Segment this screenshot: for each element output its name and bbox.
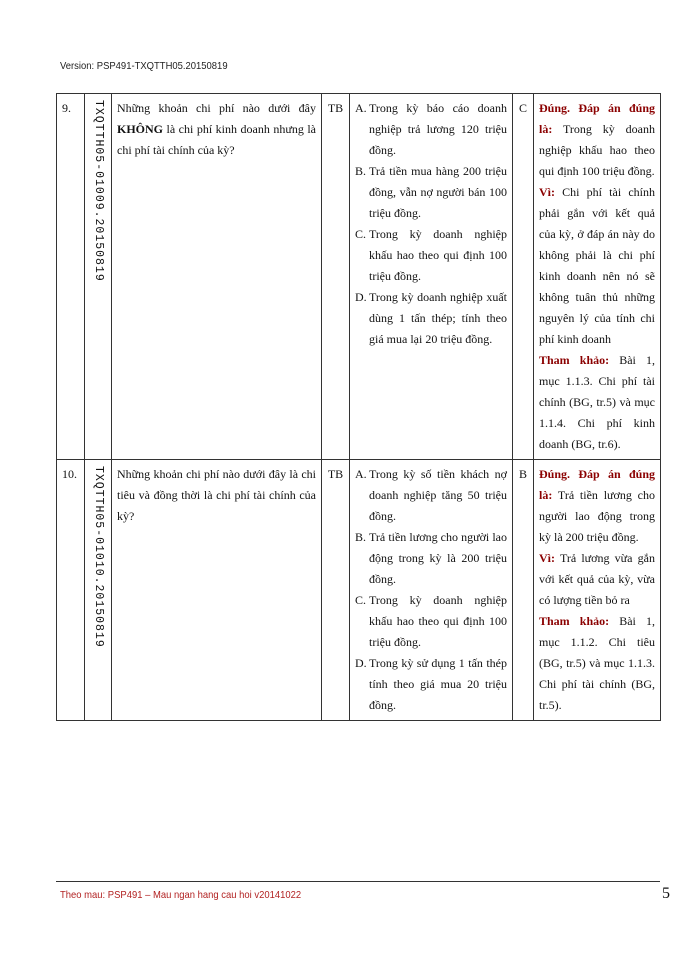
explanation-reason (539, 548, 655, 611)
reference-label: Tham khảo: (539, 353, 610, 367)
question-row (57, 94, 661, 460)
question-code: TXQTTH05-01009.20150819 (92, 100, 105, 282)
reason-label: Vì: (539, 551, 555, 565)
reason-label: Vì: (539, 185, 555, 199)
stem-emphasis: KHÔNG (117, 122, 164, 136)
option-letter: D. (355, 656, 367, 670)
option-text: Trong kỳ doanh nghiệp xuất dùng 1 tấn thép; tính theo giá mua lại 20 triệu đồng. (369, 290, 507, 346)
option-text: Trong kỳ sử dụng 1 tấn thép tính theo giá mua 20 triệu đồng. (369, 656, 507, 712)
option-letter: B. (355, 164, 367, 178)
option-letter: C. (355, 227, 367, 241)
option-text: Trong kỳ báo cáo doanh nghiệp trả lương 120 triệu đồng. (369, 101, 507, 157)
option-text: Trong kỳ doanh nghiệp khấu hao theo qui định 100 triệu đồng. (369, 593, 507, 649)
reference-text: Bài 1, mục 1.1.2. Chi tiêu (BG, tr.5) và mục 1.1.3. Chi phí tài chính (BG, tr.5). (539, 614, 655, 712)
page-number: 5 (662, 885, 670, 902)
answer-text: Trong kỳ doanh nghiệp khấu hao theo qui định 100 triệu đồng. (539, 122, 655, 178)
option-letter: C. (355, 593, 367, 607)
question-code-cell (85, 460, 112, 721)
option-letter: D. (355, 290, 367, 304)
difficulty-level: TB (322, 460, 350, 721)
difficulty-level: TB (322, 94, 350, 460)
explanation (534, 460, 661, 721)
explanation-reason (539, 182, 655, 350)
question-row (57, 460, 661, 721)
question-bank-table (56, 93, 661, 721)
option-c (355, 590, 507, 653)
reason-text: Chi phí tài chính phải gắn với kết quả của kỳ, ở đáp án này do không phải là chi phí kinh doanh nên nó sẽ không tuân thủ những nguyên lý của tính chi phí kinh doanh (539, 185, 655, 346)
question-number: 9. (57, 94, 85, 460)
question-code-cell (85, 94, 112, 460)
stem-text: Những khoản chi phí nào dưới đây (117, 101, 316, 115)
reference-label: Tham khảo: (539, 614, 610, 628)
correct-answer-key: C (513, 94, 534, 460)
option-text: Trả tiền lương cho người lao động trong kỳ là 200 triệu đồng. (369, 530, 507, 586)
question-stem (112, 460, 322, 721)
footer-divider (56, 881, 660, 882)
answer-label: Đúng. Đáp án đúng là: (539, 467, 655, 502)
option-letter: A. (355, 467, 367, 481)
answer-text: Trả tiền lương cho người lao động trong kỳ là 200 triệu đồng. (539, 488, 655, 544)
reason-text: Trả lương vừa gắn với kết quả của kỳ, vừa có lượng tiền bỏ ra (539, 551, 655, 607)
reference-text: Bài 1, mục 1.1.3. Chi phí tài chính (BG, tr.5) và mục 1.1.4. Chi phí kinh doanh (BG, tr.6). (539, 353, 655, 451)
option-a (355, 98, 507, 161)
explanation-reference (539, 350, 655, 455)
stem-text: Những khoản chi phí nào dưới đây là chi tiêu và đồng thời là chi phí tài chính của kỳ? (117, 467, 316, 523)
option-text: Trong kỳ doanh nghiệp khấu hao theo qui định 100 triệu đồng. (369, 227, 507, 283)
option-d (355, 287, 507, 350)
answer-options (350, 460, 513, 721)
option-b (355, 161, 507, 224)
option-text: Trong kỳ số tiền khách nợ doanh nghiệp tăng 50 triệu đồng. (369, 467, 507, 523)
stem-text: là chi phí kinh doanh nhưng là chi phí tài chính của kỳ? (117, 122, 316, 157)
option-text: Trả tiền mua hàng 200 triệu đồng, vẫn nợ người bán 100 triệu đồng. (369, 164, 507, 220)
option-a (355, 464, 507, 527)
question-code: TXQTTH05-01010.20150819 (92, 466, 105, 648)
option-letter: B. (355, 530, 367, 544)
option-d (355, 653, 507, 716)
option-c (355, 224, 507, 287)
correct-answer-key: B (513, 460, 534, 721)
explanation-answer (539, 98, 655, 182)
explanation-reference (539, 611, 655, 716)
option-b (355, 527, 507, 590)
option-letter: A. (355, 101, 367, 115)
version-label: Version: PSP491-TXQTTH05.20150819 (60, 60, 228, 72)
answer-options (350, 94, 513, 460)
explanation-answer (539, 464, 655, 548)
question-number: 10. (57, 460, 85, 721)
question-stem (112, 94, 322, 460)
explanation (534, 94, 661, 460)
answer-label: Đúng. Đáp án đúng là: (539, 101, 655, 136)
footer-template-label: Theo mau: PSP491 – Mau ngan hang cau hoi v20141022 (60, 889, 302, 901)
